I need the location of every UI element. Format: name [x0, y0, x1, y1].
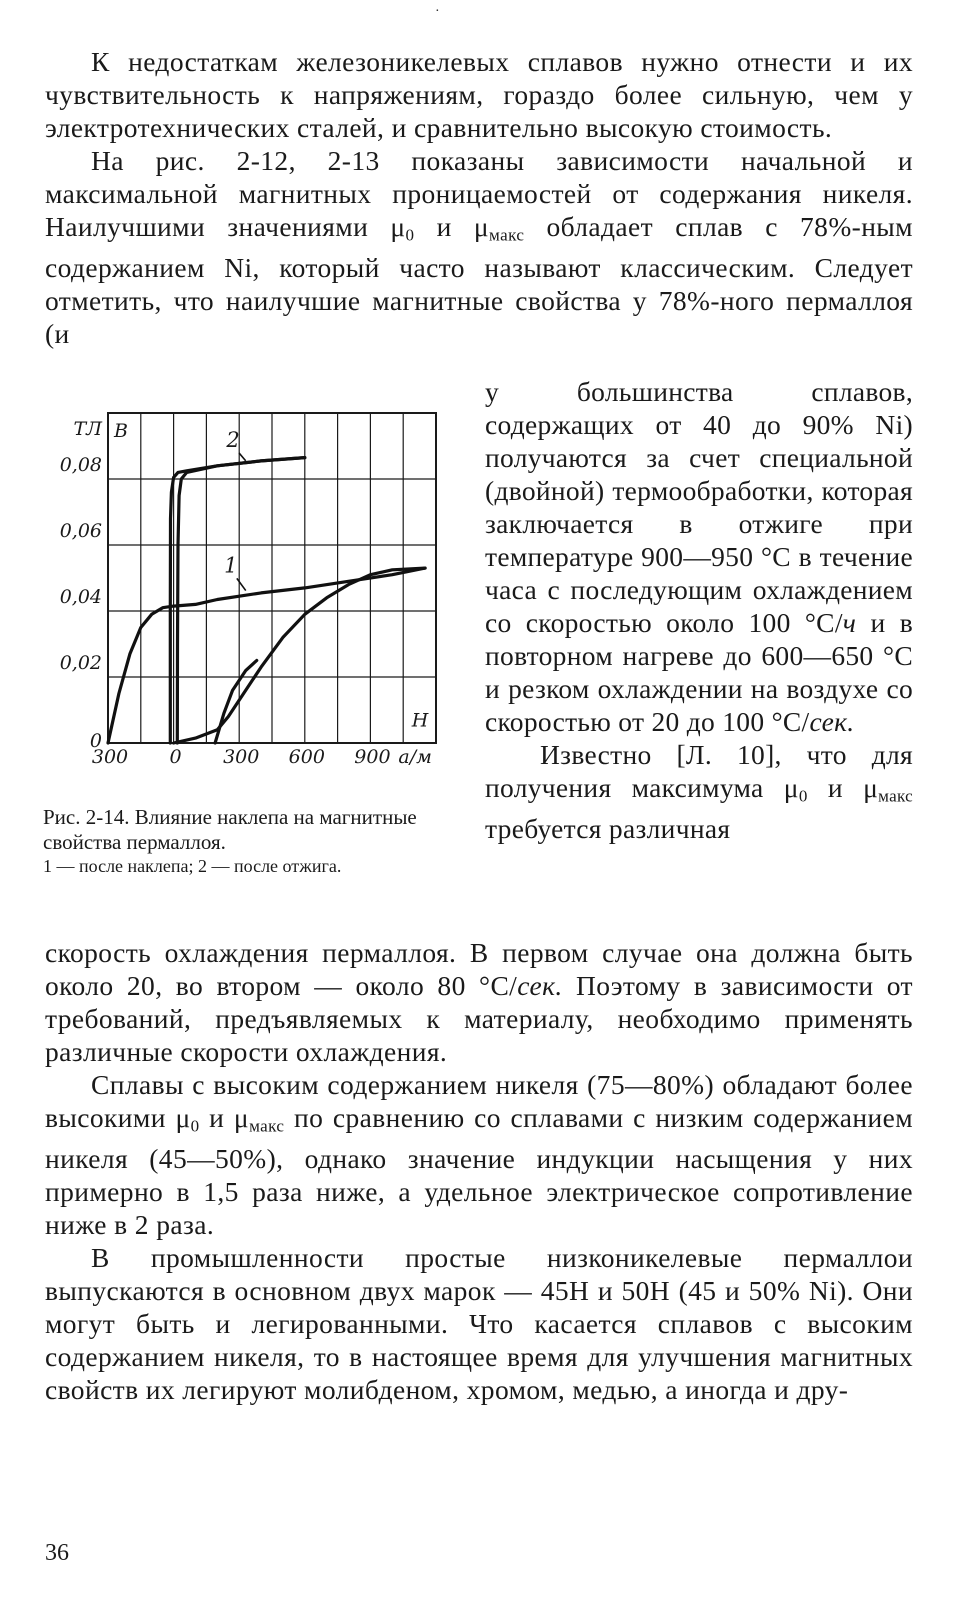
- paragraph-known: Известно [Л. 10], что для получения максимума $\mu_0$ и $\mu_{макс}$ требуется различная: [485, 739, 913, 845]
- page-number: 36: [45, 1540, 69, 1566]
- y-tick-label: 0: [89, 730, 102, 752]
- y-tick-label: 0,08: [59, 454, 102, 476]
- bottom-text-block: [45, 936, 913, 1406]
- curve-minor-branch-0: [215, 661, 257, 744]
- y-unit-label: ТЛ: [73, 418, 102, 440]
- curve-label-1: 1: [224, 553, 238, 578]
- paragraph-figures-reference: На рис. 2-12, 2-13 показаны зависимости начальной и максимальной магнитных проницаемостей от содержания никеля. Наилучшими значениями $\mu_0$ и $\mu_{макс}$ обладает сплав с 78%-ным содержанием Ni, который часто называют классическим. Следует отметить, что наилучшие магнитные свойства у 78%-ного пермаллоя (и: [45, 145, 913, 350]
- y-tick-label: 0,04: [59, 586, 102, 608]
- curve-1-branch-0: [108, 568, 425, 743]
- caption-legend: 1 — после наклепа; 2 — после отжига.: [43, 856, 342, 876]
- figure-caption: [43, 805, 441, 877]
- x-tick-label: 300: [223, 746, 260, 768]
- bh-chart: [30, 405, 460, 785]
- x-tick-label: 300: [91, 746, 129, 768]
- curve-1-branch-1: [174, 568, 426, 743]
- leader-line-1: [237, 578, 246, 590]
- paragraph-high-nickel: Сплавы с высоким содержанием никеля (75—80%) обладают более высокими $\mu_0$ и $\mu_{макс}$ по сравнению со сплавами с низким содержанием никеля (45—50%), однако значение индукции насыщения у них примерно в 1,5 раза ниже, а удельное электрическое сопротивление ниже в 2 раза.: [45, 1069, 914, 1241]
- x-tick-label: 0: [169, 746, 182, 768]
- y-tick-label: 0,06: [59, 520, 102, 542]
- x-axis-label: H: [411, 709, 429, 732]
- y-axis-label: B: [114, 420, 128, 442]
- x-unit-label: а/м: [398, 746, 432, 768]
- figure-2-14: [30, 405, 460, 785]
- x-tick-label: 900: [354, 746, 391, 768]
- scan-dot: ·: [435, 4, 440, 19]
- side-text-column: [485, 375, 913, 845]
- x-tick-label: 600: [288, 746, 325, 768]
- y-tick-label: 0,02: [59, 652, 102, 674]
- leader-line-2: [239, 453, 246, 461]
- top-text-block: [45, 45, 913, 350]
- curve-label-2: 2: [226, 427, 240, 452]
- paragraph-industry-grades: В промышленности простые низконикелевые пермаллои выпускаются в основном двух марок — 45Н и 50Н (45 и 50% Ni). Они могут быть и легированными. Что касается сплавов с высоким содержанием никеля, то в настоящее время для улучшения магнитных свойств их легируют молибденом, хромом, медью, а иногда и дру-: [45, 1242, 913, 1406]
- caption-title: Рис. 2-14. Влияние наклепа на магнитные свойства пермаллоя.: [43, 805, 417, 854]
- paragraph-cooling-rate: скорость охлаждения пермаллоя. В первом случае она должна быть около 20, во втором — около 80 °С/сек. Поэтому в зависимости от требований, предъявляемых к материалу, необходимо применять различные скорости охлаждения.: [45, 937, 913, 1067]
- paragraph-drawbacks: К недостаткам железоникелевых сплавов нужно отнести и их чувствительность к напряжениям, гораздо более сильную, чем у электротехнических сталей, и сравнительно высокую стоимость.: [45, 46, 913, 143]
- paragraph-heat-treatment: у большинства сплавов, содержащих от 40 до 90% Ni) получаются за счет специальной (двойной) термообработки, которая заключается в отжиге при температуре 900—950 °С в течение часа с последующим охлаждением со скоростью около 100 °С/ч и в повторном нагреве до 600—650 °С и резком охлаждении на воздухе со скоростью от 20 до 100 °С/сек.: [485, 376, 914, 737]
